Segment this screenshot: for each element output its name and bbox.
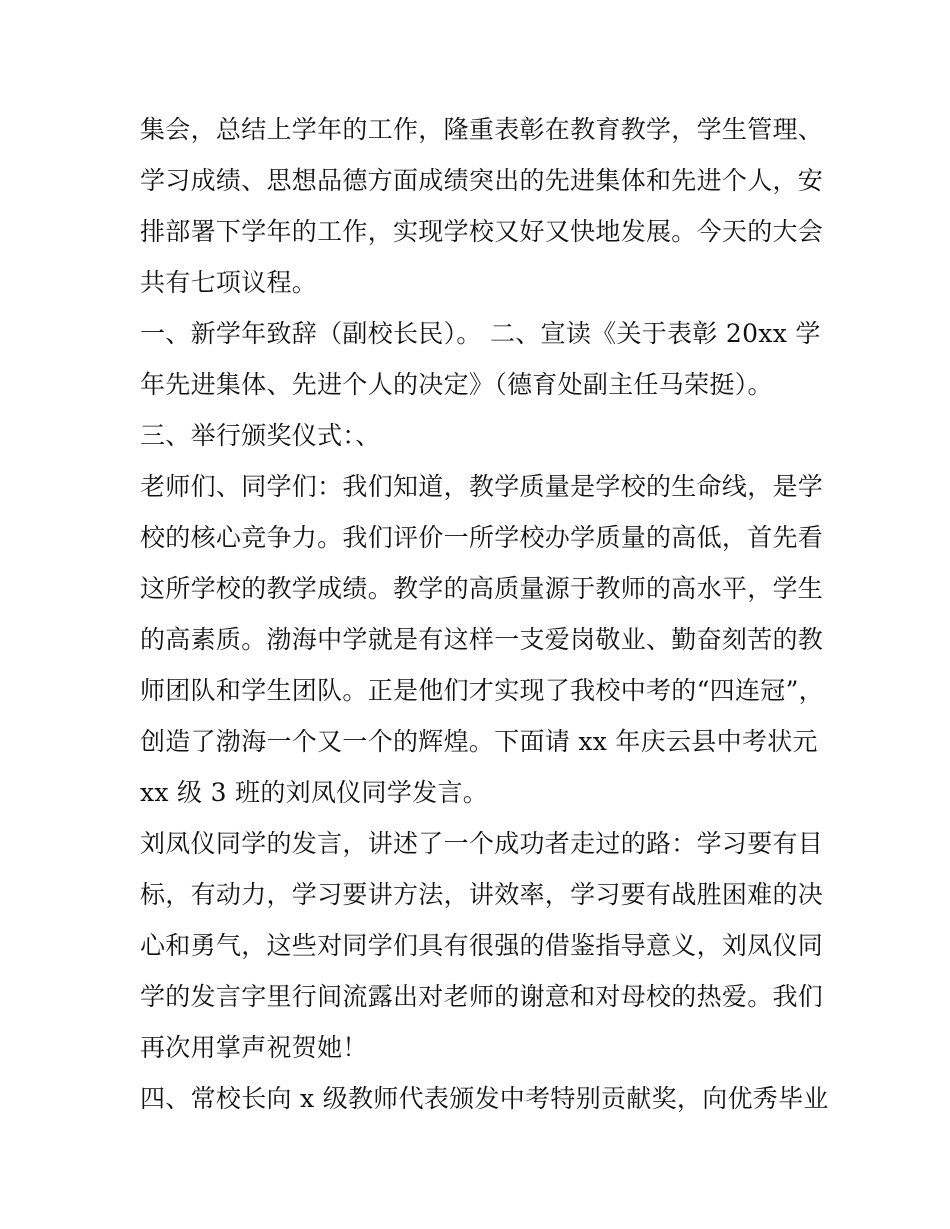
text-line: 学习成绩、思想品德方面成绩突出的先进集体和先进个人，安 <box>140 166 824 195</box>
text-line: 标，有动力，学习要讲方法，讲效率，学习要有战胜困难的决 <box>140 880 824 909</box>
text-line: 学的发言字里行间流露出对老师的谢意和对母校的热爱。我们 <box>140 982 824 1011</box>
text-line: 刘凤仪同学的发言，讲述了一个成功者走过的路：学习要有目 <box>140 829 824 858</box>
text-line: 再次用掌声祝贺她！ <box>140 1033 368 1062</box>
text-line: 创造了渤海一个又一个的辉煌。下面请 xx 年庆云县中考状元 <box>140 727 818 756</box>
text-line: 四、常校长向 x 级教师代表颁发中考特别贡献奖，向优秀毕业 <box>140 1084 829 1113</box>
document-body <box>140 104 829 1124</box>
text-line: 老师们、同学们：我们知道，教学质量是学校的生命线，是学 <box>140 472 824 501</box>
text-line: 这所学校的教学成绩。教学的高质量源于教师的高水平，学生 <box>140 574 824 603</box>
text-line: 的高素质。渤海中学就是有这样一支爱岗敬业、勤奋刻苦的教 <box>140 625 824 654</box>
text-line: 校的核心竞争力。我们评价一所学校办学质量的高低，首先看 <box>140 523 824 552</box>
text-line: 三、举行颁奖仪式：、 <box>140 421 381 450</box>
text-line: 排部署下学年的工作，实现学校又好又快地发展。今天的大会 <box>140 217 824 246</box>
text-line: 一、新学年致辞（副校长民）。 二、宣读《关于表彰 20xx 学 <box>140 319 821 348</box>
text-line: 心和勇气，这些对同学们具有很强的借鉴指导意义，刘凤仪同 <box>140 931 824 960</box>
text-line: 师团队和学生团队。正是他们才实现了我校中考的“四连冠”， <box>140 676 824 705</box>
text-line: 集会，总结上学年的工作，隆重表彰在教育教学，学生管理、 <box>140 115 824 144</box>
text-line: xx 级 3 班的刘凤仪同学发言。 <box>140 778 489 807</box>
text-line: 年先进集体、先进个人的决定》（德育处副主任马荣挺）。 <box>140 370 773 399</box>
text-line: 共有七项议程。 <box>140 268 318 297</box>
